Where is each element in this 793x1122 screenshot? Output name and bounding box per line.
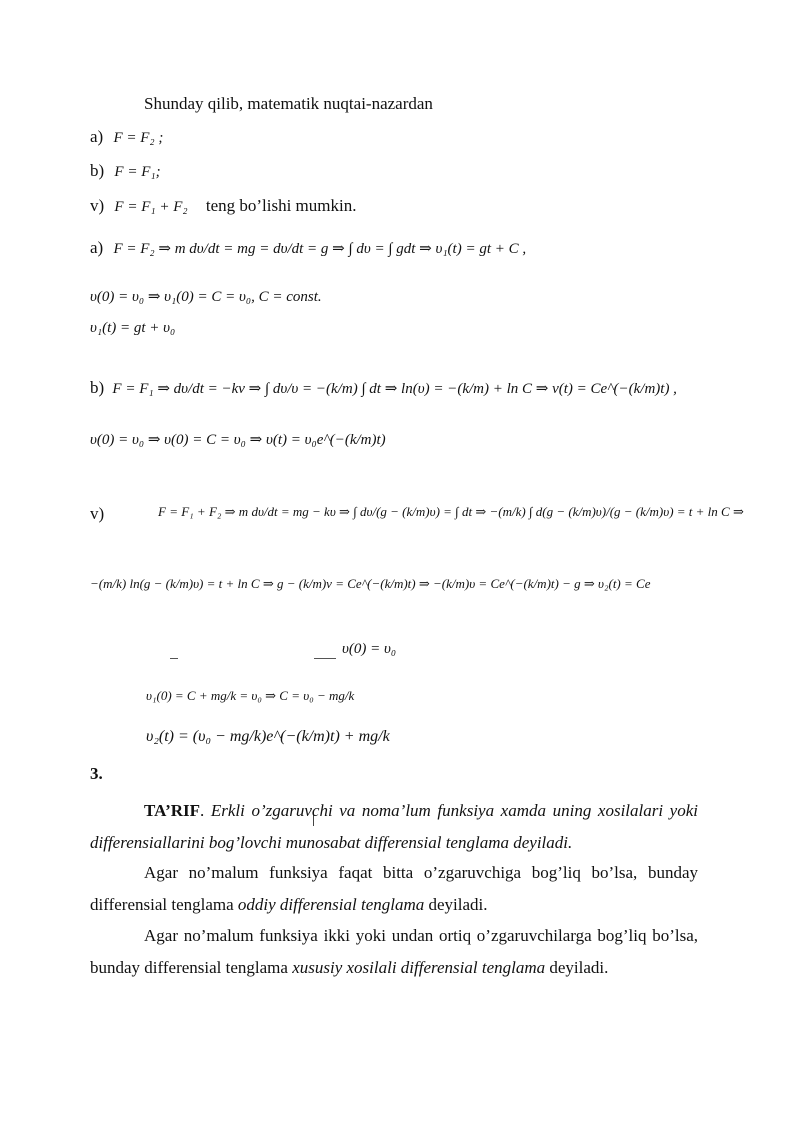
dash-mark — [314, 658, 336, 659]
paragraph-text: Agar no’malum funksiya ikki yoki undan ortiq o’zgaruvchilarga bog’liq bo’lsa, bunday differensial tenglama — [90, 926, 698, 977]
case-a — [90, 127, 163, 147]
paragraph-text: deyiladi. — [545, 958, 609, 977]
definition-text: Erkli o’zgaruvchi va noma’lum funksiya xamda uning xosilalari yoki differensiallarini bog’lovchi munosabat differensial tenglama deyiladi. — [90, 801, 698, 852]
section-number: 3. — [90, 764, 103, 783]
case-b — [90, 161, 161, 181]
paragraph-partial — [90, 920, 698, 984]
case-label: b) — [90, 161, 105, 180]
derivation-v-line2: −(m/k) ln(g − (k/m)υ) = t + ln C ⇒ g − (k/m)v = Ce^(−(k/m)t) ⇒ −(k/m)υ = Ce^(−(k/m)t) − g ⇒ υ₂(t) = Ce — [90, 576, 651, 591]
case-label: v) — [90, 196, 105, 215]
derivation-v-line3: υ(0) = υ₀ — [342, 641, 397, 657]
case-v — [90, 196, 356, 216]
paragraph-text: Agar no’malum funksiya faqat bitta o’zgaruvchiga bog’liq bo’lsa, bunday differensial tenglama — [90, 863, 698, 914]
term-emphasis: xususiy xosilali differensial tenglama — [292, 958, 546, 977]
term-emphasis: oddiy differensial tenglama — [237, 895, 425, 914]
derivation-v-line1: F = F₁ + F₂ ⇒ m dυ/dt = mg − kυ ⇒ ∫ dυ/(g − (k/m)υ) = ∫ dt ⇒ −(m/k) ∫ d(g − (k/m)υ)/(g − (k/m)υ) = t + ln C ⇒ — [158, 504, 744, 519]
dash-mark — [170, 658, 178, 659]
paragraph-text: deyiladi. — [424, 895, 488, 914]
derivation-a-line3: υ₁(t) = gt + υ₀ — [90, 320, 176, 336]
derivation-label: a) — [90, 238, 104, 257]
paragraph-ordinary — [90, 857, 698, 921]
derivation-b-line1 — [90, 378, 677, 398]
case-formula: F = F₁; — [114, 164, 161, 180]
derivation-a-line1 — [90, 238, 526, 258]
derivation-v-line4: υ₁(0) = C + mg/k = υ₀ ⇒ C = υ₀ − mg/k — [146, 688, 355, 703]
definition-paragraph: TA’RIF. Erkli o’zgaruvchi va noma’lum funksiya xamda uning xosilalari yoki differensiallarini bog’lovchi munosabat differensial tenglama deyiladi. — [90, 801, 698, 852]
case-formula: F = F₁ + F₂ — [114, 199, 188, 215]
case-text: teng bo’lishi mumkin. — [205, 196, 357, 215]
intro-text: Shunday qilib, matematik nuqtai-nazardan — [144, 94, 433, 113]
derivation-b-line2: υ(0) = υ₀ ⇒ υ(0) = C = υ₀ ⇒ υ(t) = υ₀e^(−(k/m)t) — [90, 432, 386, 448]
derivation-label: b) — [90, 378, 105, 397]
case-formula: F = F₂ ; — [113, 130, 164, 146]
equation: F = F₂ ⇒ m dυ/dt = mg = dυ/dt = g ⇒ ∫ dυ = ∫ gdt ⇒ υ₁(t) = gt + C , — [113, 241, 527, 257]
derivation-v-line5: υ₂(t) = (υ₀ − mg/k)e^(−(k/m)t) + mg/k — [146, 728, 390, 745]
derivation-v-label: v) — [90, 504, 105, 523]
case-label: a) — [90, 127, 104, 146]
definition-term: TA’RIF — [144, 801, 201, 820]
equation: F = F₁ ⇒ dυ/dt = −kv ⇒ ∫ dυ/υ = −(k/m) ∫ dt ⇒ ln(υ) = −(k/m) + ln C ⇒ v(t) = Ce^(−(k/m)t) , — [112, 381, 677, 397]
derivation-a-line2: υ(0) = υ₀ ⇒ υ₁(0) = C = υ₀, C = const. — [90, 289, 322, 305]
